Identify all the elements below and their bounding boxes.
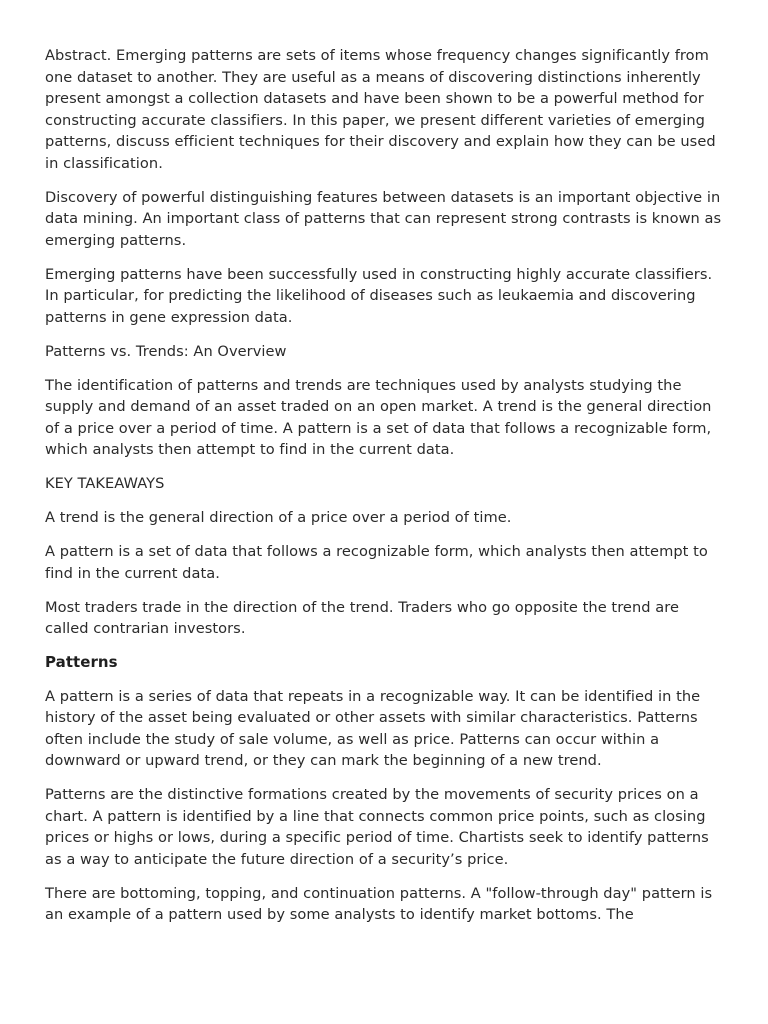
- takeaway-item: Most traders trade in the direction of the trend. Traders who go opposite the trend are called contrarian investors.: [45, 598, 680, 637]
- emerging-patterns-paragraph: Emerging patterns have been successfully used in constructing highly accurate classifiers. In particular, for predicting the likelihood of diseases such as leukaemia and discovering patterns in gene expression data.: [45, 265, 713, 326]
- key-takeaways-label: KEY TAKEAWAYS: [45, 475, 165, 492]
- discovery-paragraph: Discovery of powerful distinguishing features between datasets is an important objective in data mining. An important class of patterns that can represent strong contrasts is known as emerging patterns.: [45, 188, 722, 249]
- takeaway-item: A pattern is a set of data that follows a recognizable form, which analysts then attempt to find in the current data.: [45, 543, 708, 582]
- identification-paragraph: The identification of patterns and trends are techniques used by analysts studying the supply and demand of an asset traded on an open market. A trend is the general direction of a price over a period of time. A pattern is a set of data that follows a recognizable form, which analysts then attempt to find in the current data.: [45, 376, 712, 458]
- takeaway-item: A trend is the general direction of a price over a period of time.: [45, 509, 512, 526]
- patterns-paragraph: Patterns are the distinctive formations created by the movements of security prices on a chart. A pattern is identified by a line that connects common price points, such as closing prices or highs or lows, during a specific period of time. Chartists seek to identify patterns as a way to anticipate the future direction of a security’s price.: [45, 786, 709, 868]
- patterns-heading: Patterns: [45, 653, 118, 671]
- patterns-paragraph: There are bottoming, topping, and continuation patterns. A "follow-through day" pattern is an example of a pattern used by some analysts to identify market bottoms. The: [45, 884, 713, 923]
- document-page: [45, 45, 723, 938]
- overview-title: Patterns vs. Trends: An Overview: [45, 342, 287, 360]
- patterns-paragraph: A pattern is a series of data that repeats in a recognizable way. It can be identified in the history of the asset being evaluated or other assets with similar characteristics. Patterns often include the study of sale volume, as well as price. Patterns can occur within a downward or upward trend, or they can mark the beginning of a new trend.: [45, 687, 701, 769]
- abstract-paragraph: Abstract. Emerging patterns are sets of items whose frequency changes significantly from one dataset to another. They are useful as a means of discovering distinctions inherently present amongst a collection datasets and have been shown to be a powerful method for constructing accurate classifiers. In this paper, we present different varieties of emerging patterns, discuss efficient techniques for their discovery and explain how they can be used in classification.: [45, 47, 716, 172]
